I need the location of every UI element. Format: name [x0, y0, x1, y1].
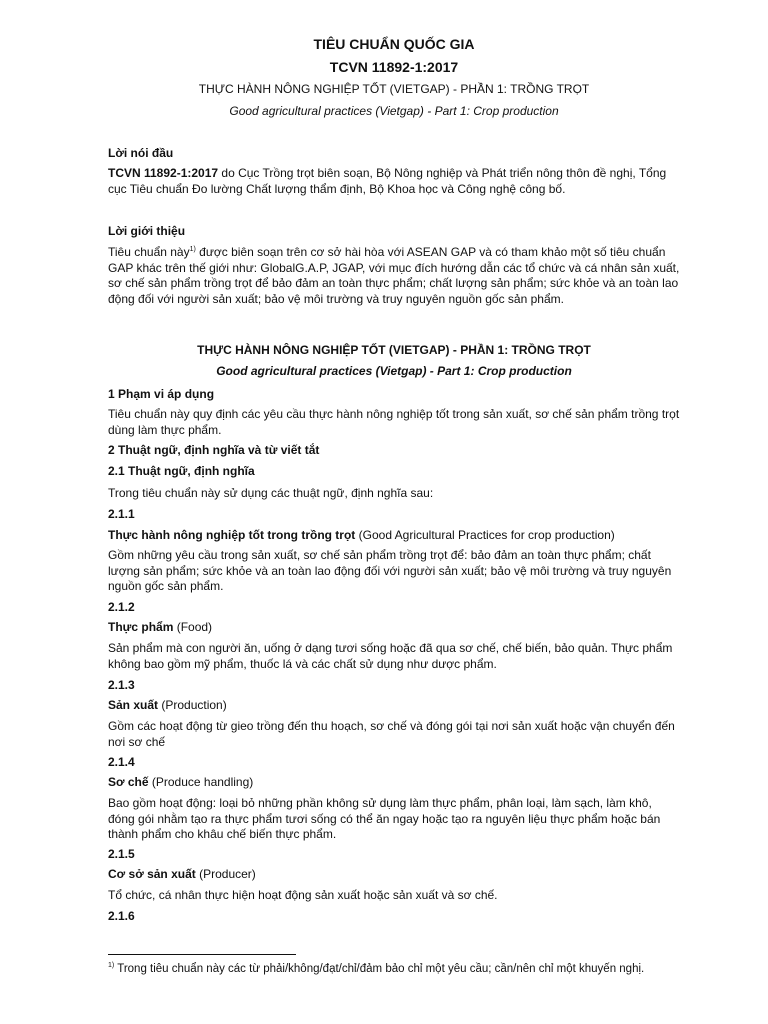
- intro-text: [108, 245, 680, 307]
- foreword-text: [108, 166, 680, 197]
- term-gap-english: (Good Agricultural Practices for crop production): [355, 528, 615, 542]
- section-2-heading: 2 Thuật ngữ, định nghĩa và từ viết tắt: [108, 443, 320, 457]
- section-2-1-4-text: Bao gồm hoạt động: loại bỏ những phần không sử dụng làm thực phẩm, phân loại, làm sạch, làm khô, đóng gói nhằm tạo ra thực phẩm tươi sống có thể ăn ngay hoặc tạo ra nguyên liệu thực phẩm hoặc bán thành phẩm cho khâu chế biến thực phẩm.: [108, 796, 661, 841]
- footnote-text: Trong tiêu chuẩn này các từ phải/không/đạt/chỉ/đảm bảo chỉ một yêu cầu; cần/nên chỉ một khuyến nghị.: [114, 963, 645, 975]
- foreword-code: TCVN 11892-1:2017: [108, 166, 219, 180]
- term-produce-handling-english: (Produce handling): [148, 775, 254, 789]
- section-2-1-5-number: 2.1.5: [108, 847, 135, 861]
- footnote-mark: 1): [108, 962, 115, 969]
- section-2-1-2-text: Sản phẩm mà con người ăn, uống ở dạng tươi sống hoặc đã qua sơ chế, chế biến, bảo quản. Thực phẩm không bao gồm mỹ phẩm, thuốc lá và các chất sử dụng như dược phẩm.: [108, 641, 673, 671]
- term-food: Thực phẩm: [108, 620, 174, 634]
- section-2-1-2-number: 2.1.2: [108, 600, 135, 614]
- intro-heading: Lời giới thiệu: [108, 224, 186, 238]
- section-2-1-1-term-line: [108, 528, 680, 544]
- section-2-1-3-text: Gồm các hoạt động từ gieo trồng đến thu hoạch, sơ chế và đóng gói tại nơi sản xuất hoặc vận chuyển đến nơi sơ chế: [108, 719, 675, 749]
- term-produce-handling: Sơ chế: [108, 775, 149, 789]
- term-gap: Thực hành nông nghiệp tốt trong trồng trọt: [108, 528, 356, 542]
- term-producer-english: (Producer): [195, 867, 256, 881]
- section-2-1-1-text: Gồm những yêu cầu trong sản xuất, sơ chế sản phẩm trồng trọt để: bảo đảm an toàn thực phẩm; chất lượng sản phẩm; sức khỏe và an toàn lao động đối với người sản xuất; bảo vệ môi trường và truy nguyên nguồn gốc sản phẩm.: [108, 548, 672, 593]
- section-2-1-3-number: 2.1.3: [108, 678, 135, 692]
- section-2-1-5-term-line: [108, 867, 680, 883]
- subtitle-english: Good agricultural practices (Vietgap) - Part 1: Crop production: [229, 104, 559, 118]
- main-title-english: Good agricultural practices (Vietgap) - Part 1: Crop production: [216, 364, 572, 378]
- main-title-vietnamese: THỰC HÀNH NÔNG NGHIỆP TỐT (VIETGAP) - PHẦN 1: TRỒNG TRỌT: [197, 343, 591, 357]
- term-production-english: (Production): [158, 698, 227, 712]
- section-2-1-1-number: 2.1.1: [108, 507, 135, 521]
- intro-text-start: Tiêu chuẩn này: [108, 245, 190, 259]
- section-2-1-text: Trong tiêu chuẩn này sử dụng các thuật ngữ, định nghĩa sau:: [108, 486, 434, 500]
- section-2-1-5-text: Tổ chức, cá nhân thực hiện hoạt động sản xuất hoặc sản xuất và sơ chế.: [108, 888, 498, 902]
- section-2-1-3-term-line: [108, 698, 680, 714]
- section-2-1-heading: 2.1 Thuật ngữ, định nghĩa: [108, 464, 255, 478]
- section-2-1-2-term-line: [108, 620, 680, 636]
- foreword-body: do Cục Trồng trọt biên soạn, Bộ Nông nghiệp và Phát triển nông thôn đề nghị, Tổng cục Tiêu chuẩn Đo lường Chất lượng thẩm định, Bộ Khoa học và Công nghệ công bố.: [108, 166, 667, 196]
- standard-title: TIÊU CHUẨN QUỐC GIA: [313, 36, 475, 52]
- subtitle-vietnamese: THỰC HÀNH NÔNG NGHIỆP TỐT (VIETGAP) - PHẦN 1: TRỒNG TRỌT: [198, 82, 590, 96]
- footnote: [108, 962, 680, 977]
- section-1-heading: 1 Phạm vi áp dụng: [108, 387, 215, 401]
- section-2-1-4-number: 2.1.4: [108, 755, 135, 769]
- footnote-divider: [108, 954, 296, 955]
- foreword-heading: Lời nói đầu: [108, 146, 174, 160]
- standard-code: TCVN 11892-1:2017: [329, 59, 459, 75]
- intro-text-rest: được biên soạn trên cơ sở hài hòa với ASEAN GAP và có tham khảo một số tiêu chuẩn GAP khác trên thế giới như: GlobalG.A.P, JGAP, với mục đích hướng dẫn các tổ chức và cá nhân sản xuất, sơ chế sản phẩm trồng trọt để bảo đảm an toàn thực phẩm; chất lượng sản phẩm; sức khỏe và an toàn lao động đối với người sản xuất; bảo vệ môi trường và truy nguyên nguồn gốc sản phẩm.: [108, 245, 680, 306]
- section-1-text: Tiêu chuẩn này quy định các yêu cầu thực hành nông nghiệp tốt trong sản xuất, sơ chế sản phẩm trồng trọt dùng làm thực phẩm.: [108, 407, 680, 437]
- term-producer: Cơ sở sản xuất: [108, 867, 196, 881]
- term-food-english: (Food): [173, 620, 213, 634]
- section-2-1-4-term-line: [108, 775, 680, 791]
- section-2-1-6-number: 2.1.6: [108, 909, 135, 923]
- footnote-reference: 1): [189, 246, 196, 253]
- term-production: Sản xuất: [108, 698, 159, 712]
